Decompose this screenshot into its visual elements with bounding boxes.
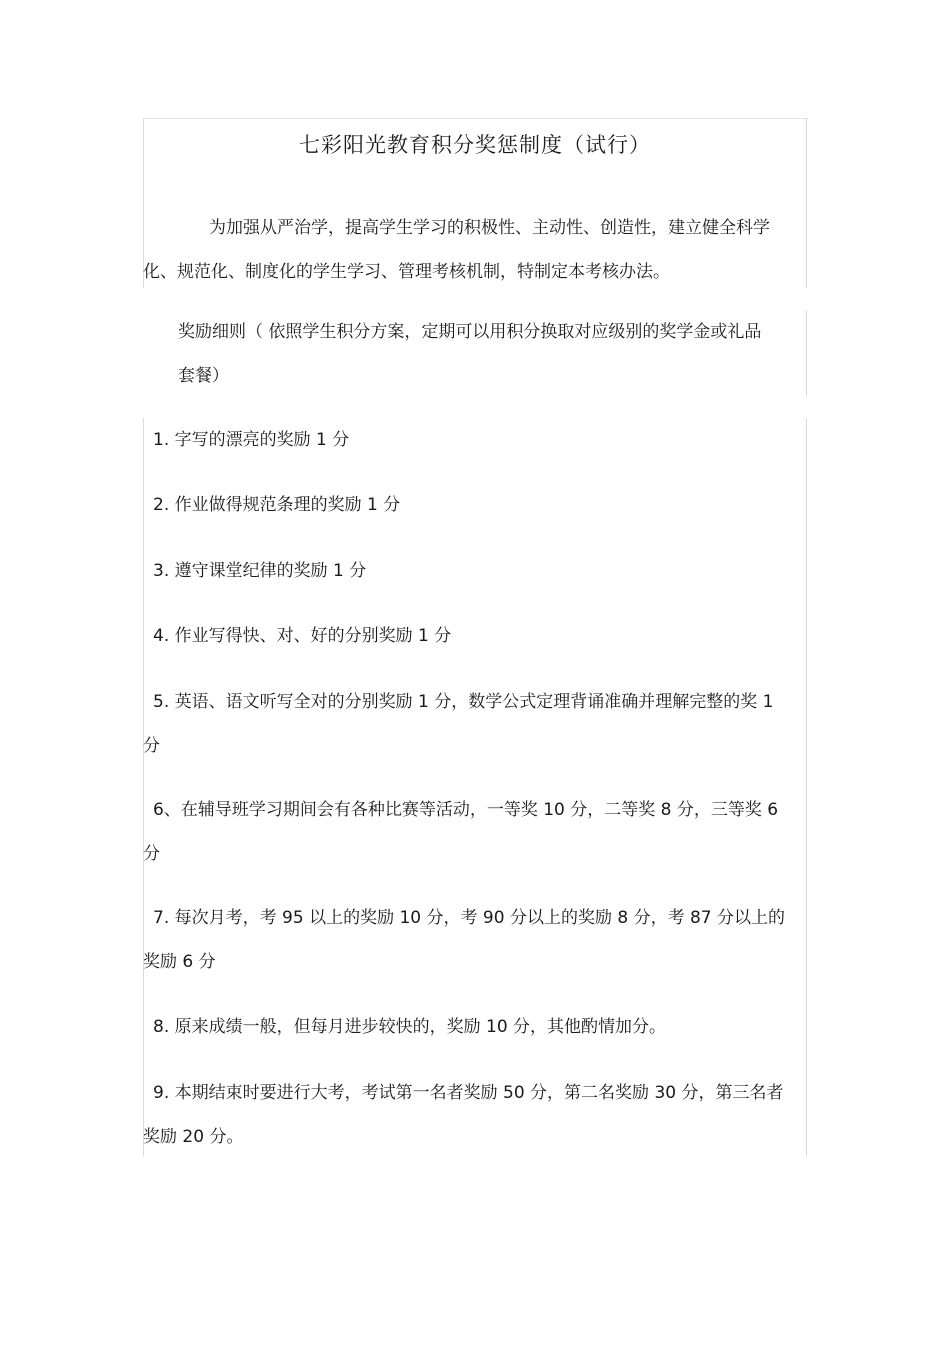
reward-item-text: 4. 作业写得快、对、好的分别奖励 1 分 [153,626,452,646]
frame-top-line [143,118,807,119]
reward-item-2 [143,483,789,527]
reward-item-text: 9. 本期结束时要进行大考，考试第一名者奖励 50 分，第二名奖励 30 分，第三名者奖励 20 分。 [143,1083,784,1147]
intro-paragraph: 为加强从严治学，提高学生学习的积极性、主动性、创造性，建立健全科学化、规范化、制度化的学生学习、管理考核机制，特制定本考核办法。 [143,218,770,282]
reward-item-text: 7. 每次月考，考 95 以上的奖励 10 分，考 90 分以上的奖励 8 分，考 87 分以上的奖励 6 分 [143,908,786,972]
document-title: 七彩阳光教育积分奖惩制度（试行） [299,133,651,157]
reward-item-text: 1. 字写的漂亮的奖励 1 分 [153,430,350,450]
frame-right-line-3 [806,418,807,1156]
reward-item-6 [143,788,789,876]
reward-item-text: 3. 遵守课堂纪律的奖励 1 分 [153,561,367,581]
reward-item-text: 2. 作业做得规范条理的奖励 1 分 [153,495,401,515]
reward-item-5 [143,680,789,768]
reward-item-1 [143,418,789,462]
reward-heading: 奖励细则（ 依照学生积分方案，定期可以用积分换取对应级别的奖学金或礼品套餐） [178,322,762,386]
reward-item-8 [143,1005,789,1049]
reward-item-text: 8. 原来成绩一般，但每月进步较快的，奖励 10 分，其他酌情加分。 [153,1017,667,1037]
reward-item-9 [143,1071,789,1159]
reward-item-text: 6、在辅导班学习期间会有各种比赛等活动，一等奖 10 分，二等奖 8 分，三等奖 6 分 [143,800,779,864]
reward-item-4 [143,614,789,658]
reward-item-7 [143,896,789,984]
reward-item-3 [143,549,789,593]
reward-item-text: 5. 英语、语文听写全对的分别奖励 1 分，数学公式定理背诵准确并理解完整的奖 1 分 [143,692,774,756]
frame-right-line-2 [806,310,807,396]
